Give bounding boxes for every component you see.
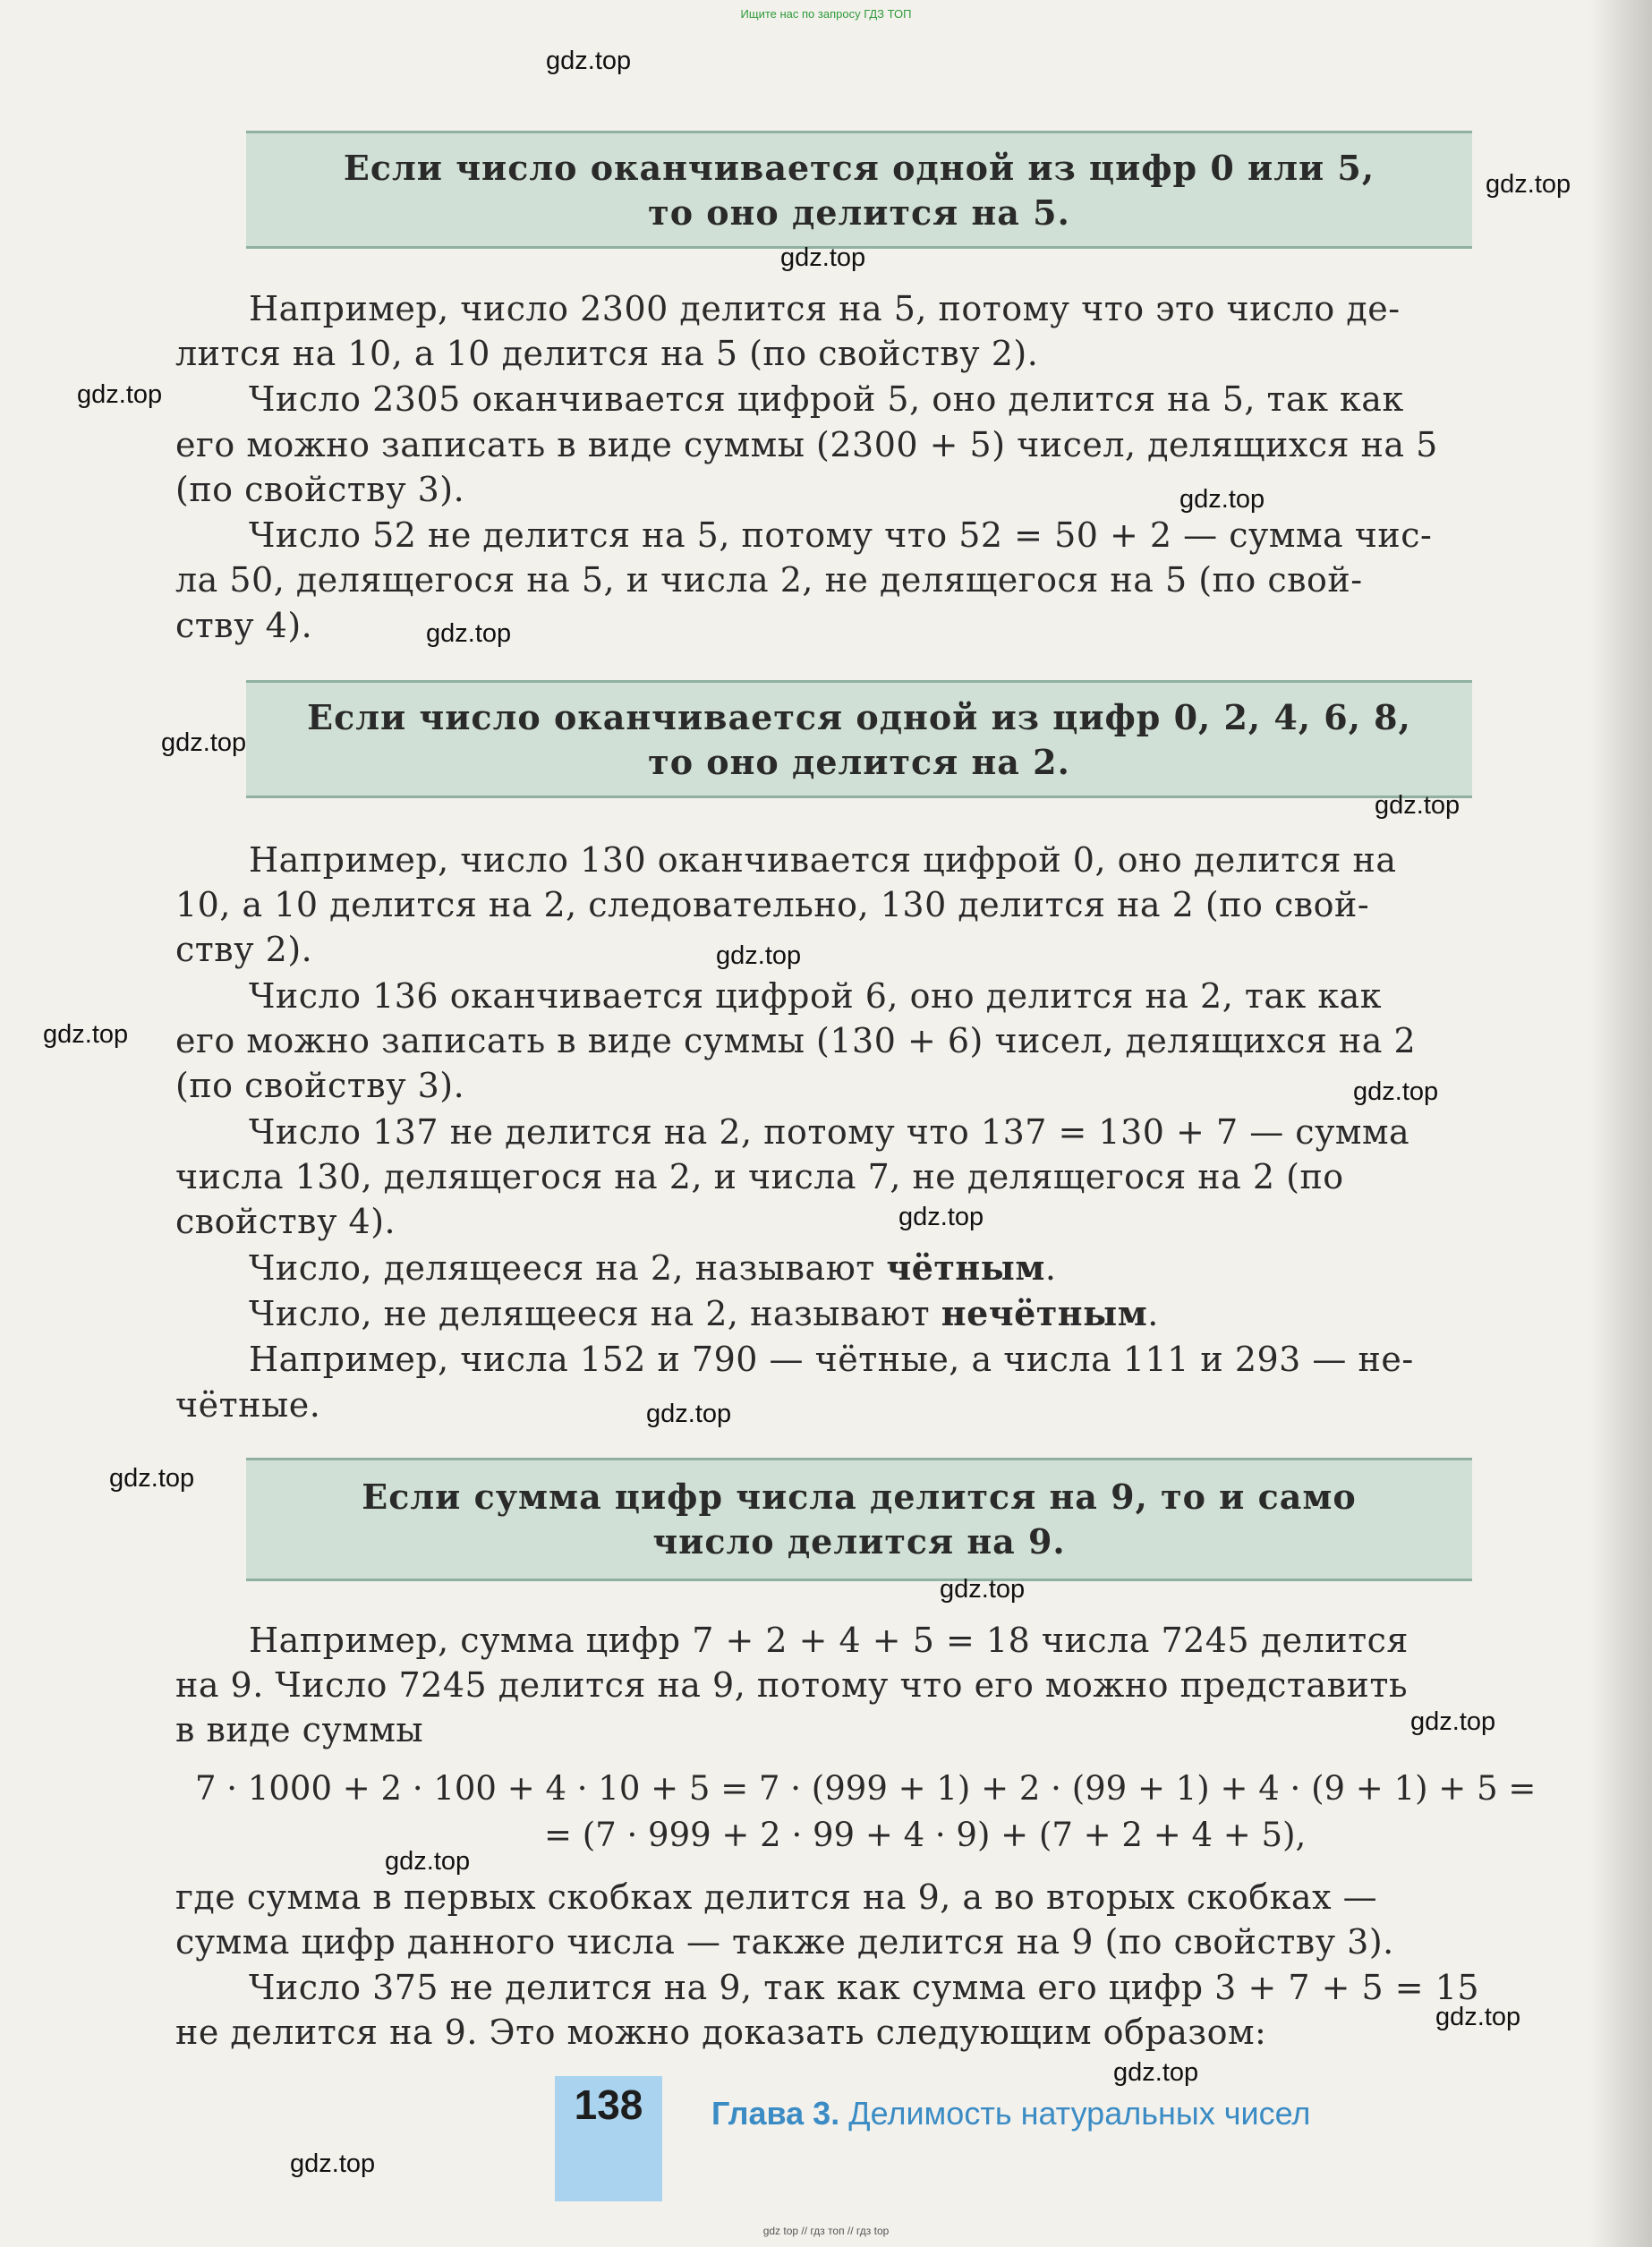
text-line: (по свойству 3). xyxy=(175,470,465,509)
top-banner: Ищите нас по запросу ГДЗ ТОП xyxy=(740,7,912,21)
rule-line: то оно делится на 2. xyxy=(648,742,1070,782)
text-line: Число 137 не делится на 2, потому что 137 = 130 + 7 — сумма xyxy=(249,1112,1410,1152)
chapter-footer xyxy=(711,2095,1310,2132)
rule-box-divisible-by-2 xyxy=(246,680,1472,798)
text-line: где сумма в первых скобках делится на 9, а во вторых скобках — xyxy=(175,1877,1378,1917)
text-line: в виде суммы xyxy=(175,1710,424,1749)
period: . xyxy=(1044,1248,1057,1288)
text-line: ству 4). xyxy=(175,606,313,645)
text-line: Например, число 2300 делится на 5, потому что это число де- xyxy=(249,289,1401,328)
watermark: gdz.top xyxy=(43,1020,129,1049)
text-line: его можно записать в виде суммы (2300 + 5) чисел, делящихся на 5 xyxy=(175,425,1438,464)
text-line: ству 2). xyxy=(175,930,313,969)
rule-line: число делится на 9. xyxy=(652,1521,1066,1562)
watermark: gdz.top xyxy=(1486,170,1571,199)
rule-box-divisible-by-9 xyxy=(246,1458,1472,1581)
definition-text: Число, делящееся на 2, называют xyxy=(249,1248,887,1288)
definition-text: Число, не делящееся на 2, называют xyxy=(249,1294,941,1333)
watermark: gdz.top xyxy=(109,1464,195,1493)
watermark: gdz.top xyxy=(77,380,163,409)
text-line: ла 50, делящегося на 5, и числа 2, не делящегося на 5 (по свой- xyxy=(175,560,1363,600)
watermark: gdz.top xyxy=(1435,2003,1521,2031)
watermark: gdz.top xyxy=(290,2149,376,2178)
watermark: gdz.top xyxy=(780,243,866,272)
text-line: числа 130, делящегося на 2, и числа 7, не делящегося на 2 (по xyxy=(175,1157,1344,1196)
rule-line: то оно делится на 5. xyxy=(648,192,1070,233)
chapter-label: Глава 3. xyxy=(711,2095,840,2132)
text-line: свойству 4). xyxy=(175,1202,396,1241)
watermark: gdz.top xyxy=(161,728,247,757)
watermark: gdz.top xyxy=(1410,1707,1496,1736)
text-line: его можно записать в виде суммы (130 + 6) чисел, делящихся на 2 xyxy=(175,1021,1417,1060)
watermark: gdz.top xyxy=(546,47,632,75)
formula-line: 7 · 1000 + 2 · 100 + 4 · 10 + 5 = 7 · (999 + 1) + 2 · (99 + 1) + 4 · (9 + 1) + 5 = xyxy=(195,1769,1537,1808)
watermark: gdz.top xyxy=(1179,485,1265,514)
page-number: 138 xyxy=(574,2081,643,2128)
watermark: gdz.top xyxy=(716,941,802,970)
watermark: gdz.top xyxy=(1353,1077,1439,1106)
rule-line: Если число оканчивается одной из цифр 0 или 5, xyxy=(343,148,1375,188)
period: . xyxy=(1147,1294,1159,1333)
rule-line: Если число оканчивается одной из цифр 0, 2, 4, 6, 8, xyxy=(307,697,1411,737)
rule-line: Если сумма цифр числа делится на 9, то и само xyxy=(362,1477,1357,1517)
formula-line: = (7 · 999 + 2 · 99 + 4 · 9) + (7 + 2 + 4 + 5), xyxy=(544,1816,1307,1854)
watermark: gdz.top xyxy=(426,619,512,648)
watermark: gdz.top xyxy=(1113,2058,1199,2087)
definition-even xyxy=(249,1246,1056,1290)
text-line: Например, число 130 оканчивается цифрой 0, оно делится на xyxy=(249,840,1397,880)
text-line: Число 375 не делится на 9, так как сумма его цифр 3 + 7 + 5 = 15 xyxy=(249,1968,1480,2007)
term-even: чётным xyxy=(886,1247,1045,1288)
watermark: gdz.top xyxy=(385,1847,471,1876)
text-line: чётные. xyxy=(175,1385,321,1425)
text-line: Например, сумма цифр 7 + 2 + 4 + 5 = 18 числа 7245 делится xyxy=(249,1621,1409,1660)
text-line: Число 52 не делится на 5, потому что 52 = 50 + 2 — сумма чис- xyxy=(249,515,1433,555)
definition-odd xyxy=(249,1291,1159,1336)
text-line: Например, числа 152 и 790 — чётные, а числа 111 и 293 — не- xyxy=(249,1340,1414,1379)
watermark: gdz.top xyxy=(940,1575,1026,1604)
text-line: сумма цифр данного числа — также делится на 9 (по свойству 3). xyxy=(175,1922,1394,1962)
text-line: лится на 10, а 10 делится на 5 (по свойству 2). xyxy=(175,334,1039,373)
text-line: Число 136 оканчивается цифрой 6, оно делится на 2, так как xyxy=(249,976,1383,1016)
watermark: gdz.top xyxy=(898,1203,984,1231)
watermark: gdz.top xyxy=(646,1400,732,1428)
bottom-banner: gdz top // гдз топ // гдз top xyxy=(762,2225,890,2237)
rule-box-divisible-by-5 xyxy=(246,131,1472,249)
text-line: (по свойству 3). xyxy=(175,1066,465,1105)
page-edge-shadow xyxy=(1589,0,1652,2247)
text-line: на 9. Число 7245 делится на 9, потому что его можно представить xyxy=(175,1665,1409,1705)
text-line: Число 2305 оканчивается цифрой 5, оно делится на 5, так как xyxy=(249,379,1404,419)
text-line: не делится на 9. Это можно доказать следующим образом: xyxy=(175,2013,1267,2052)
chapter-title: Делимость натуральных чисел xyxy=(848,2095,1311,2132)
text-line: 10, а 10 делится на 2, следовательно, 130 делится на 2 (по свой- xyxy=(175,885,1370,924)
term-odd: нечётным xyxy=(941,1293,1148,1333)
watermark: gdz.top xyxy=(1375,791,1460,820)
